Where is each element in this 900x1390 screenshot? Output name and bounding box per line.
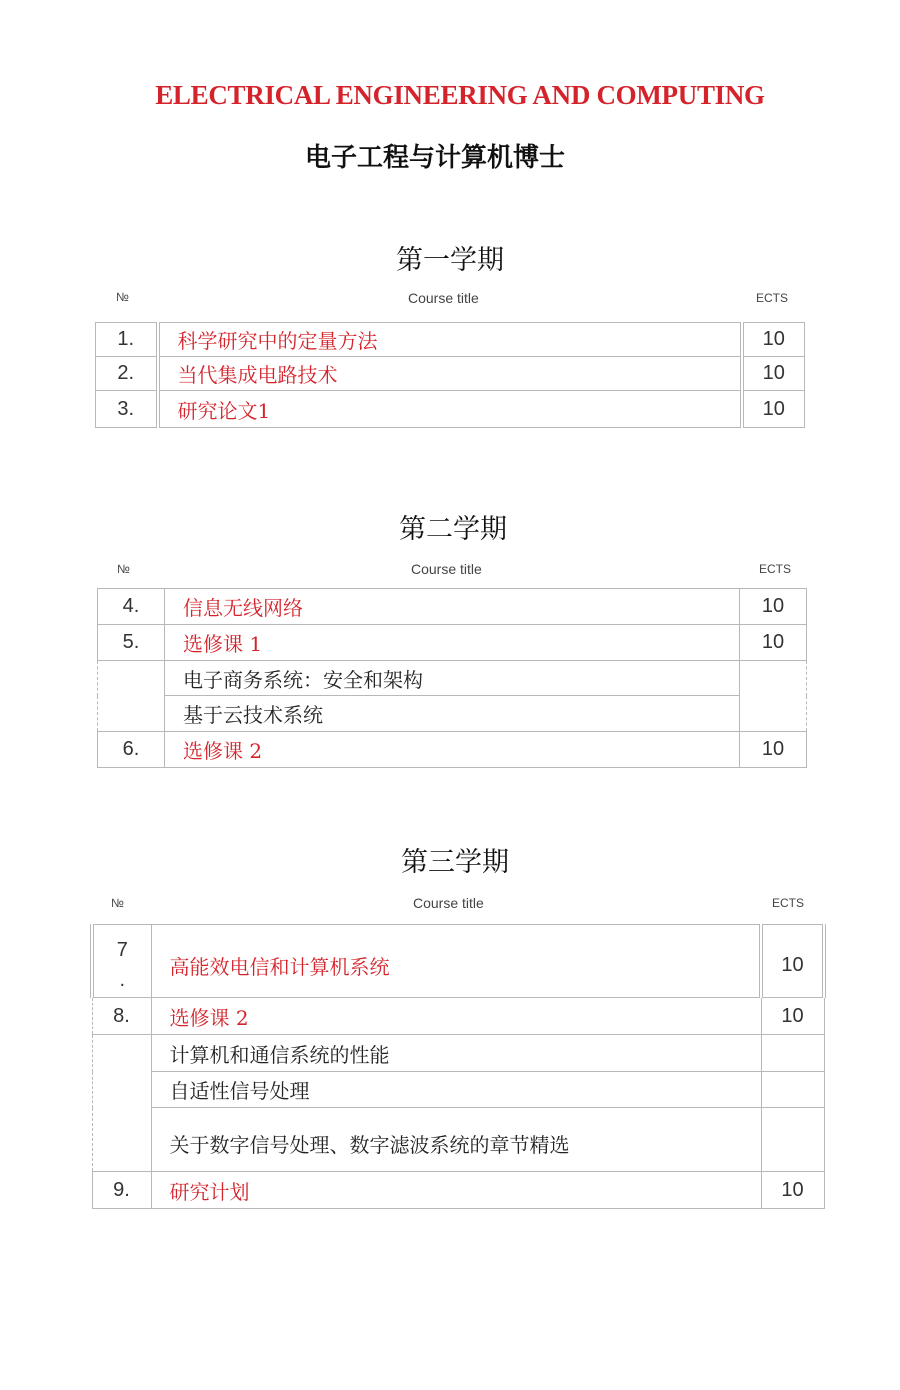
course-name: 当代集成电路技术 [158, 357, 742, 391]
course-ects: 10 [742, 357, 805, 391]
table-row [96, 357, 805, 391]
course-number: 8. [92, 998, 151, 1035]
course-ects: 10 [740, 625, 807, 661]
course-name: 研究论文1 [158, 391, 742, 428]
course-title-header: Course title [411, 561, 482, 577]
table-row [98, 661, 807, 696]
table-row [96, 323, 805, 357]
course-number: 9. [92, 1172, 151, 1209]
ects-header: ECTS [756, 291, 789, 305]
course-ects [761, 1108, 824, 1172]
course-number [98, 661, 165, 732]
course-number: 5. [98, 625, 165, 661]
course-title-header: Course title [408, 290, 479, 306]
course-ects: 10 [761, 1172, 824, 1209]
course-ects: 10 [742, 323, 805, 357]
table-row [98, 625, 807, 661]
semester-1-table [95, 322, 805, 428]
ects-header: ECTS [772, 896, 805, 910]
course-name: 选修课 1 [165, 625, 740, 661]
table-row [92, 1172, 824, 1209]
course-name: 电子商务系统：安全和架构 [165, 661, 740, 696]
table-row [98, 696, 807, 732]
course-name: 信息无线网络 [165, 589, 740, 625]
course-name: 关于数字信号处理、数字滤波系统的章节精选 [151, 1108, 761, 1172]
table-row [92, 998, 824, 1035]
table-row [92, 1072, 824, 1108]
course-number: 7 . [92, 925, 151, 998]
course-number: 2. [96, 357, 158, 391]
course-name: 研究计划 [151, 1172, 761, 1209]
course-number: 4. [98, 589, 165, 625]
number-header: № [111, 896, 124, 910]
course-number: 3. [96, 391, 158, 428]
course-name: 计算机和通信系统的性能 [151, 1035, 761, 1072]
course-title-header: Course title [413, 895, 484, 911]
semester-3-table [90, 924, 826, 1209]
table-row [92, 1108, 824, 1172]
course-ects [761, 1035, 824, 1072]
number-header: № [116, 290, 129, 304]
table-row [98, 732, 807, 768]
course-ects: 10 [761, 998, 824, 1035]
course-name: 科学研究中的定量方法 [158, 323, 742, 357]
course-ects [761, 1072, 824, 1108]
table-row [92, 1035, 824, 1072]
course-ects: 10 [761, 925, 824, 998]
semester-2-title: 第二学期 [399, 514, 507, 545]
course-number [92, 1035, 151, 1172]
course-name: 基于云技术系统 [165, 696, 740, 732]
course-name: 选修课 2 [165, 732, 740, 768]
course-ects [740, 661, 807, 732]
number-header: № [117, 562, 130, 576]
course-ects: 10 [740, 589, 807, 625]
course-ects: 10 [742, 391, 805, 428]
course-number: 1. [96, 323, 158, 357]
semester-2-table [97, 588, 807, 768]
course-ects: 10 [740, 732, 807, 768]
course-number: 6. [98, 732, 165, 768]
table-row [92, 925, 824, 998]
semester-3-title: 第三学期 [401, 847, 509, 878]
course-name: 选修课 2 [151, 998, 761, 1035]
table-row [96, 391, 805, 428]
course-name: 自适性信号处理 [151, 1072, 761, 1108]
page-subtitle: 电子工程与计算机博士 [304, 143, 565, 173]
page-title: ELECTRICAL ENGINEERING AND COMPUTING [155, 80, 765, 110]
semester-1-title: 第一学期 [396, 245, 504, 276]
ects-header: ECTS [759, 562, 792, 576]
course-name: 高能效电信和计算机系统 [151, 925, 761, 998]
table-row [98, 589, 807, 625]
